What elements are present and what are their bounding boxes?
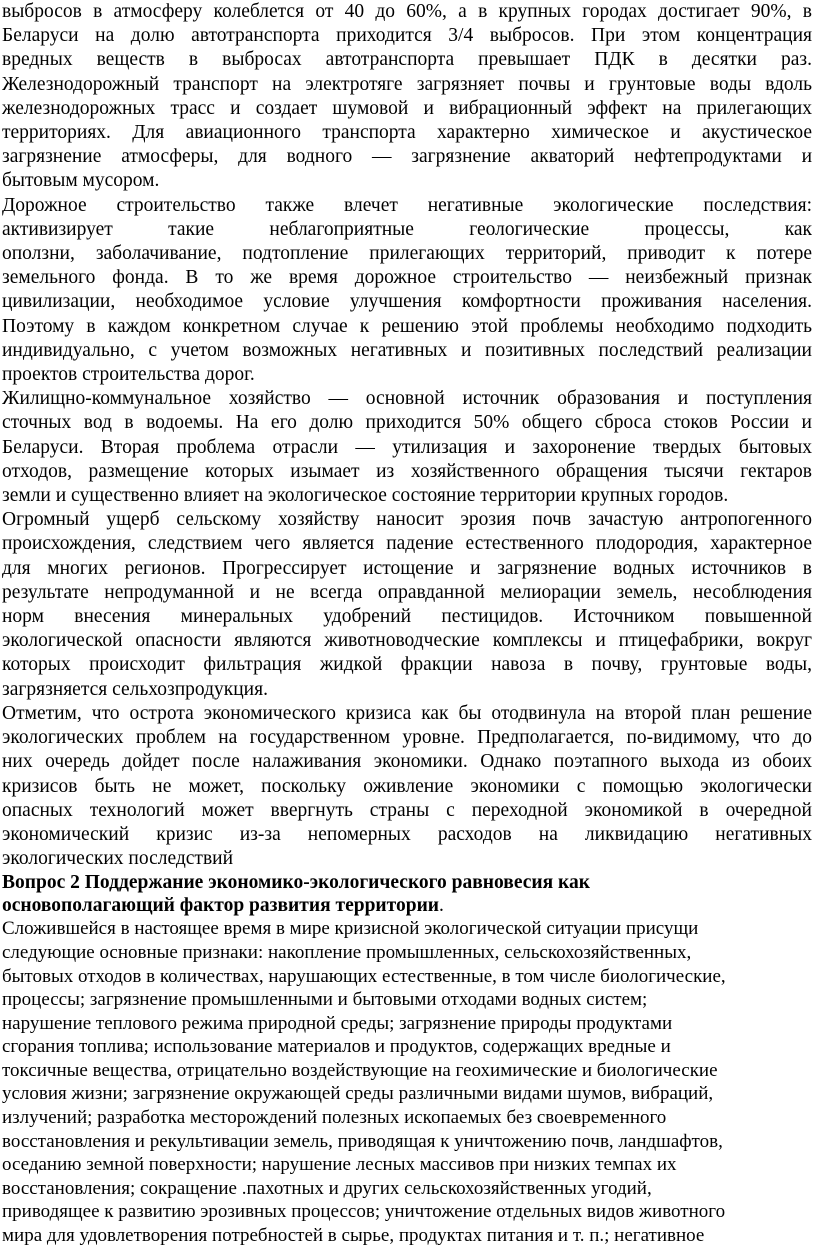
text-line: происхождения, следствием чего является падение естественного плодородия, характерное xyxy=(2,533,812,555)
text-line: загрязнение атмосферы, для водного — загрязнение акваторий нефтепродуктами и xyxy=(2,146,812,168)
text-line: оседанию земной поверхности; нарушение лесных массивов при низких темпах их xyxy=(2,1154,677,1176)
text-line: приводящее к развитию эрозивных процессов; уничтожение отдельных видов животного xyxy=(2,1201,726,1223)
heading-dot: . xyxy=(439,895,444,917)
text-line: Огромный ущерб сельскому хозяйству наносит эрозия почв зачастую антропогенного xyxy=(2,509,812,531)
text-line: вредных веществ в выбросах автотранспорта превышает ПДК в десятки раз. xyxy=(2,49,812,71)
text-line: условия жизни; загрязнение окружающей среды различными видами шумов, вибраций, xyxy=(2,1083,714,1105)
text-line: Жилищно-коммунальное хозяйство — основной источник образования и поступления xyxy=(2,388,812,410)
text-line: мира для удовлетворения потребностей в сырье, продуктах питания и т. п.; негативное xyxy=(2,1225,705,1247)
text-line: экологических последствий xyxy=(2,848,234,870)
paragraph-p5 xyxy=(2,702,812,871)
text-line: токсичные вещества, отрицательно воздействующие на геохимические и биологические xyxy=(2,1059,718,1081)
text-line: активизирует такие неблагоприятные геологические процессы, как xyxy=(2,218,812,240)
text-line: бытовым мусором. xyxy=(2,170,160,192)
text-line: экономический кризис из-за непомерных расходов на ликвидацию негативных xyxy=(2,823,812,845)
text-line: Дорожное строительство также влечет негативные экологические последствия: xyxy=(2,194,812,216)
text-line: загрязняется сельхозпродукция. xyxy=(2,678,268,700)
text-line: сгорания топлива; использование материалов и продуктов, содержащих вредные и xyxy=(2,1036,671,1058)
text-line: Отметим, что острота экономического кризиса как бы отодвинула на второй план решение xyxy=(2,702,812,724)
text-line: кризисов быть не может, поскольку оживление экономики с помощью экологически xyxy=(2,775,812,797)
text-line: оползни, заболачивание, подтопление прилегающих территорий, приводит к потере xyxy=(2,243,812,265)
text-line: следующие основные признаки: накопление промышленных, сельскохозяйственных, xyxy=(2,941,692,963)
document-body xyxy=(2,0,812,871)
text-line: которых происходит фильтрация жидкой фракции навоза в почву, грунтовые воды, xyxy=(2,654,812,676)
text-line: процессы; загрязнение промышленными и бытовыми отходами водных систем; xyxy=(2,989,648,1011)
heading-line-2: основополагающий фактор развития территории xyxy=(2,895,440,917)
text-line: опасных технологий может ввергнуть страны с переходной экономикой в очередной xyxy=(2,799,812,821)
text-line: территориях. Для авиационного транспорта характерно химическое и акустическое xyxy=(2,122,812,144)
text-line: них очередь дойдет после налаживания экономики. Однако поэтапного выхода из обоих xyxy=(2,751,812,773)
text-line: проектов строительства дорог. xyxy=(2,364,255,386)
text-line: результате непродуманной и не всегда оправданной мелиорации земель, несоблюдения xyxy=(2,581,812,603)
text-line: цивилизации, необходимое условие улучшения комфортности проживания населения. xyxy=(2,291,812,313)
section-heading xyxy=(2,871,812,917)
text-line: Поэтому в каждом конкретном случае к решению этой проблемы необходимо подходить xyxy=(2,315,812,337)
text-line: Беларуси на долю автотранспорта приходится 3/4 выбросов. При этом концентрация xyxy=(2,25,812,47)
text-line: земли и существенно влияет на экологическое состояние территории крупных городов. xyxy=(2,485,729,507)
text-line: бытовых отходов в количествах, нарушающих естественные, в том числе биологические, xyxy=(2,965,726,987)
paragraph-p3 xyxy=(2,387,812,508)
text-line: индивидуально, с учетом возможных негативных и позитивных последствий реализации xyxy=(2,339,812,361)
text-line: Сложившейся в настоящее время в мире кризисной экологической ситуации присущи xyxy=(2,918,699,940)
paragraph-p2 xyxy=(2,194,812,388)
text-line: норм внесения минеральных удобрений пестицидов. Источником повышенной xyxy=(2,606,812,628)
text-line: восстановления и рекультивации земель, приводящая к уничтожению почв, ландшафтов, xyxy=(2,1130,723,1152)
text-line: земельного фонда. В то же время дорожное строительство — неизбежный признак xyxy=(2,267,812,289)
text-line: железнодорожных трасс и создает шумовой и вибрационный эффект на прилегающих xyxy=(2,97,812,119)
text-line: восстановления; сокращение .пахотных и других сельскохозяйственных угодий, xyxy=(2,1177,652,1199)
text-line: для многих регионов. Прогрессирует истощение и загрязнение водных источников в xyxy=(2,557,812,579)
text-line: экологических проблем на государственном уровне. Предполагается, по-видимому, что до xyxy=(2,727,812,749)
text-line: отходов, размещение которых изымает из хозяйственного обращения тысячи гектаров xyxy=(2,460,812,482)
text-line: экологической опасности являются животноводческие комплексы и птицефабрики, вокруг xyxy=(2,630,812,652)
text-line: выбросов в атмосферу колеблется от 40 до 60%, а в крупных городах достигает 90%, в xyxy=(2,1,812,22)
text-line: нарушение теплового режима природной среды; загрязнение природы продуктами xyxy=(2,1012,673,1034)
paragraph-p4 xyxy=(2,508,812,702)
heading-line-1: Вопрос 2 Поддержание экономико-экологического равновесия как xyxy=(2,872,590,894)
text-line: Беларуси. Вторая проблема отрасли — утилизация и захоронение твердых бытовых xyxy=(2,436,812,458)
paragraph-p1 xyxy=(2,0,812,194)
text-line: сточных вод в водоемы. На его долю приходится 50% общего сброса стоков России и xyxy=(2,412,812,434)
section-text xyxy=(2,917,812,1247)
text-line: излучений; разработка месторождений полезных ископаемых без своевременного xyxy=(2,1107,667,1129)
text-line: Железнодорожный транспорт на электротяге загрязняет почвы и грунтовые воды вдоль xyxy=(2,73,812,95)
